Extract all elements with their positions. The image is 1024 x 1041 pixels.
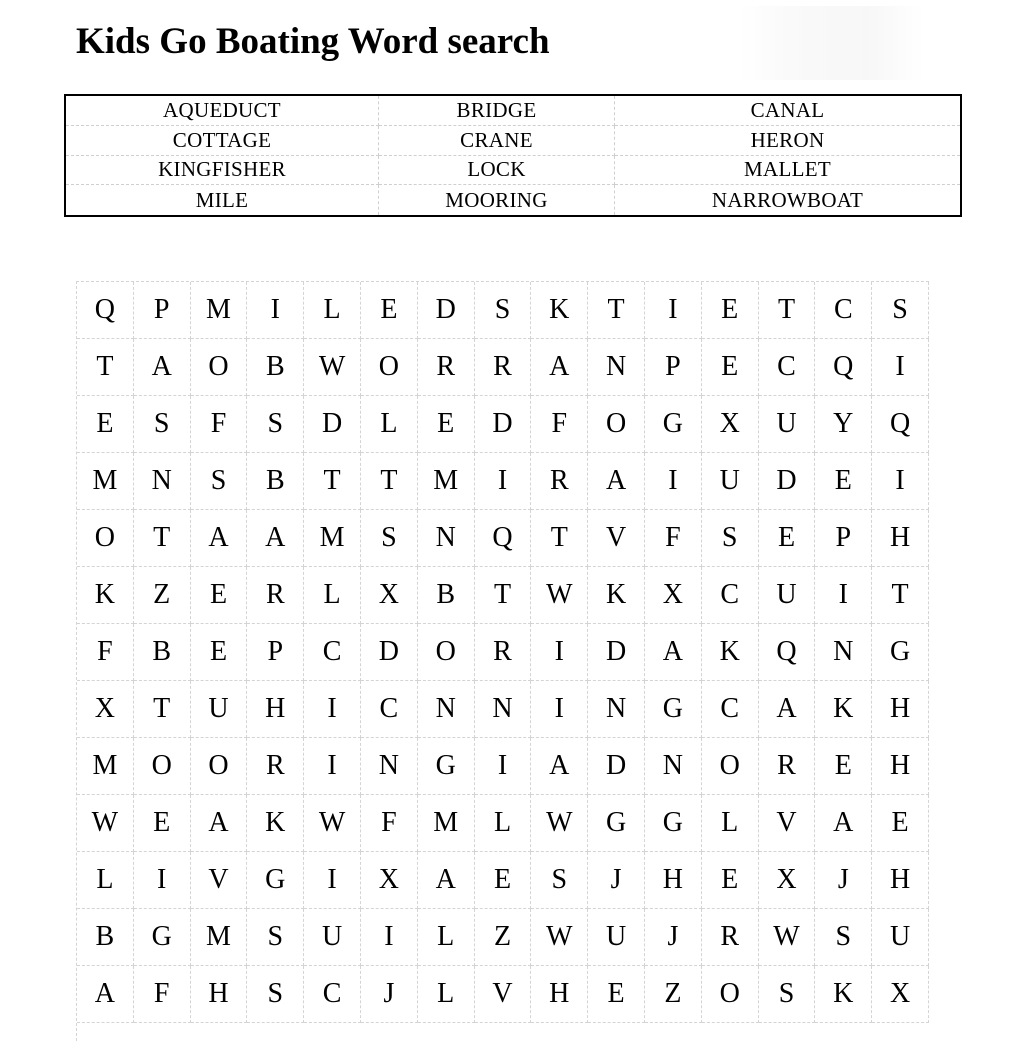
grid-letter: S [531,852,588,909]
word-list-table [64,94,962,217]
grid-letter: L [77,852,134,909]
grid-letter: V [475,966,532,1023]
grid-letter: J [588,852,645,909]
grid-letter: D [759,453,816,510]
grid-letter: I [475,738,532,795]
grid-letter: M [304,510,361,567]
grid-letter: W [759,909,816,966]
grid-letter: S [815,909,872,966]
grid-letter: U [759,396,816,453]
grid-letter: P [247,624,304,681]
grid-letter: A [759,681,816,738]
grid-letter: M [418,795,475,852]
grid-letter: I [531,681,588,738]
grid-letter: A [77,966,134,1023]
grid-letter: T [361,453,418,510]
grid-letter: F [361,795,418,852]
grid-letter: N [361,738,418,795]
grid-letter: A [191,795,248,852]
grid-letter: Q [815,339,872,396]
grid-letter: W [531,567,588,624]
grid-letter: K [77,567,134,624]
grid-letter: L [361,396,418,453]
grid-letter: M [418,453,475,510]
grid-letter: U [872,909,929,966]
grid-letter: E [77,396,134,453]
grid-letter: I [304,681,361,738]
grid-letter: T [134,510,191,567]
grid-letter: G [645,681,702,738]
grid-letter: R [475,339,532,396]
grid-letter: W [304,339,361,396]
grid-letter: M [191,282,248,339]
grid-letter: S [191,453,248,510]
grid-letter: A [531,738,588,795]
word-list-item: BRIDGE [379,96,615,126]
grid-letter: S [361,510,418,567]
grid-letter: O [361,339,418,396]
grid-letter: K [531,282,588,339]
word-list-item: MILE [66,185,379,215]
grid-letter: Q [759,624,816,681]
grid-letter: T [531,510,588,567]
grid-letter: F [77,624,134,681]
grid-letter: S [134,396,191,453]
grid-letter: Q [77,282,134,339]
grid-letter: C [304,624,361,681]
grid-letter: E [815,738,872,795]
grid-letter: M [191,909,248,966]
grid-letter: B [247,339,304,396]
grid-letter: A [191,510,248,567]
grid-letter: I [304,852,361,909]
grid-letter: W [531,795,588,852]
grid-letter: U [588,909,645,966]
grid-letter: O [702,738,759,795]
grid-letter: B [247,453,304,510]
grid-letter: N [645,738,702,795]
grid-letter: X [77,681,134,738]
grid-letter: V [588,510,645,567]
grid-letter: O [191,339,248,396]
grid-letter: I [872,339,929,396]
grid-letter: C [759,339,816,396]
grid-letter: K [815,681,872,738]
grid-letter: L [702,795,759,852]
grid-letter: F [531,396,588,453]
grid-letter: L [475,795,532,852]
word-list-item: AQUEDUCT [66,96,379,126]
grid-letter: B [418,567,475,624]
grid-letter: X [361,567,418,624]
grid-letter: E [872,795,929,852]
grid-letter: G [418,738,475,795]
grid-letter: K [815,966,872,1023]
grid-letter: N [418,510,475,567]
grid-letter: Z [475,909,532,966]
grid-letter: W [304,795,361,852]
grid-letter: G [645,396,702,453]
grid-letter: J [815,852,872,909]
grid-letter: E [361,282,418,339]
grid-letter: A [247,510,304,567]
grid-letter: B [77,909,134,966]
word-list-item: NARROWBOAT [711,187,864,212]
grid-letter: H [872,681,929,738]
grid-letter: X [361,852,418,909]
grid-letter: O [418,624,475,681]
grid-letter: I [531,624,588,681]
grid-letter: N [815,624,872,681]
grid-letter: Y [815,396,872,453]
grid-letter: P [134,282,191,339]
grid-letter: T [134,681,191,738]
grid-letter: F [191,396,248,453]
word-list-item: LOCK [379,156,615,186]
grid-letter: I [475,453,532,510]
grid-letter: C [702,681,759,738]
grid-letter: O [191,738,248,795]
grid-letter: M [77,738,134,795]
word-list-item: MOORING [379,185,615,215]
grid-letter: N [588,681,645,738]
grid-letter: P [645,339,702,396]
grid-letter: U [304,909,361,966]
grid-letter: C [815,282,872,339]
grid-letter: J [361,966,418,1023]
grid-letter: I [247,282,304,339]
grid-letter: D [475,396,532,453]
grid-letter: L [304,567,361,624]
grid-letter: R [759,738,816,795]
grid-letter: E [418,396,475,453]
grid-letter: C [361,681,418,738]
grid-letter: D [588,738,645,795]
grid-letter: H [872,510,929,567]
grid-letter: X [645,567,702,624]
grid-letter: U [702,453,759,510]
grid-letter: A [531,339,588,396]
grid-letter: H [872,852,929,909]
grid-letter: N [418,681,475,738]
grid-letter: T [304,453,361,510]
grid-letter: W [531,909,588,966]
grid-letter: E [702,852,759,909]
grid-letter: K [247,795,304,852]
word-list-item: COTTAGE [66,126,379,156]
grid-letter: E [759,510,816,567]
grid-letter: E [815,453,872,510]
grid-letter: T [588,282,645,339]
word-list-item: HERON [615,126,960,156]
grid-letter: O [134,738,191,795]
grid-letter: G [247,852,304,909]
grid-letter: A [815,795,872,852]
grid-letter: D [588,624,645,681]
grid-letter: S [247,966,304,1023]
grid-letter: Q [872,396,929,453]
grid-letter: I [815,567,872,624]
grid-letter: U [191,681,248,738]
grid-letter: O [588,396,645,453]
grid-letter: H [531,966,588,1023]
word-list-item: CANAL [615,96,960,126]
grid-letter: L [418,966,475,1023]
grid-letter: Z [645,966,702,1023]
grid-letter: E [191,567,248,624]
grid-letter: O [702,966,759,1023]
word-list-item: CRANE [379,126,615,156]
grid-letter: L [418,909,475,966]
grid-letter: K [702,624,759,681]
grid-letter: E [588,966,645,1023]
grid-letter: S [702,510,759,567]
grid-letter: T [872,567,929,624]
grid-letter: Z [134,567,191,624]
grid-letter: W [77,795,134,852]
grid-letter: U [759,567,816,624]
grid-letter: H [191,966,248,1023]
grid-letter: E [702,282,759,339]
grid-letter: R [702,909,759,966]
letter-grid [76,281,929,1041]
grid-letter: M [77,453,134,510]
grid-letter: I [361,909,418,966]
grid-letter: I [872,453,929,510]
word-list-item: MALLET [615,156,960,186]
grid-letter: S [247,909,304,966]
grid-letter: A [588,453,645,510]
grid-letter: R [531,453,588,510]
grid-letter: V [191,852,248,909]
grid-letter: I [134,852,191,909]
grid-letter: A [418,852,475,909]
grid-letter: E [134,795,191,852]
grid-letter: I [304,738,361,795]
grid-letter: I [645,282,702,339]
grid-letter: R [247,567,304,624]
grid-letter: B [134,624,191,681]
grid-letter: L [304,282,361,339]
grid-letter: N [134,453,191,510]
grid-letter: G [588,795,645,852]
grid-letter: X [872,966,929,1023]
grid-letter: T [759,282,816,339]
grid-letter: C [304,966,361,1023]
grid-letter: S [475,282,532,339]
grid-letter: A [134,339,191,396]
grid-letter: R [247,738,304,795]
grid-letter: F [645,510,702,567]
grid-letter: X [702,396,759,453]
word-list-item: KINGFISHER [66,156,379,186]
grid-letter: A [645,624,702,681]
grid-letter: O [77,510,134,567]
grid-letter: E [191,624,248,681]
grid-letter: E [702,339,759,396]
grid-letter: H [645,852,702,909]
grid-letter: F [134,966,191,1023]
grid-letter: Q [475,510,532,567]
scan-smudge [738,6,924,80]
grid-letter: E [475,852,532,909]
grid-letter: S [759,966,816,1023]
grid-letter: R [475,624,532,681]
grid-letter: G [872,624,929,681]
grid-letter: P [815,510,872,567]
grid-letter: K [588,567,645,624]
grid-letter: G [134,909,191,966]
grid-letter: R [418,339,475,396]
grid-letter: V [759,795,816,852]
grid-letter: X [759,852,816,909]
grid-letter: H [872,738,929,795]
grid-letter: C [702,567,759,624]
grid-letter: G [645,795,702,852]
grid-letter: D [418,282,475,339]
grid-letter: N [475,681,532,738]
grid-letter: N [588,339,645,396]
grid-letter: S [247,396,304,453]
grid-letter: D [304,396,361,453]
grid-letter: T [475,567,532,624]
grid-letter: I [645,453,702,510]
grid-letter: T [77,339,134,396]
grid-letter: S [872,282,929,339]
grid-letter: H [247,681,304,738]
grid-letter: D [361,624,418,681]
grid-letter: J [645,909,702,966]
page-title: Kids Go Boating Word search [76,21,550,62]
